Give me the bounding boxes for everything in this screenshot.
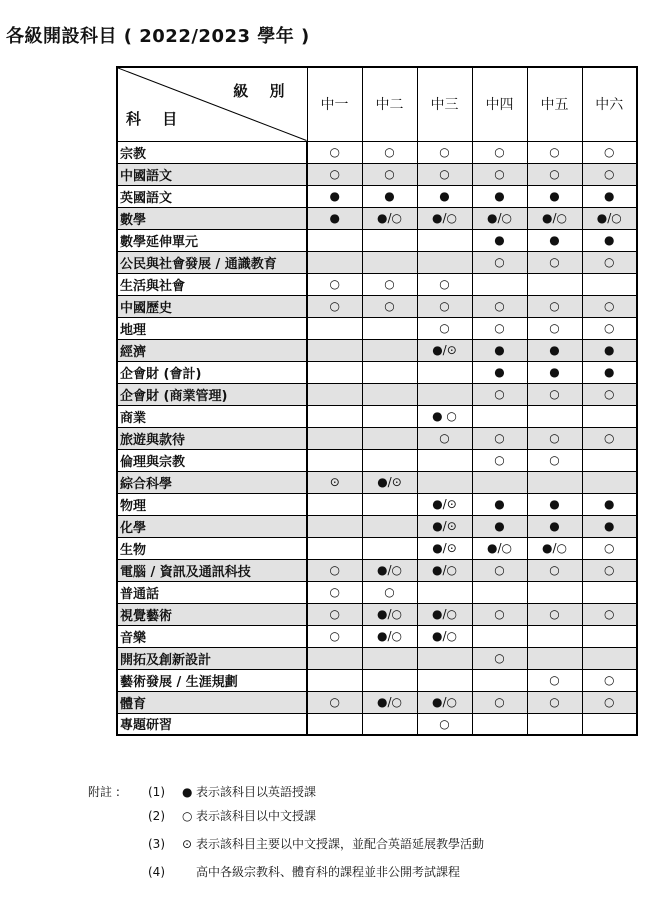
medium-mark-cell: ● [582, 339, 637, 361]
medium-mark-cell: ●/○ [472, 537, 527, 559]
medium-mark-cell: ○ [527, 427, 582, 449]
medium-mark-cell: ● [417, 185, 472, 207]
medium-mark-cell [472, 273, 527, 295]
medium-mark-cell: ○ [527, 251, 582, 273]
medium-mark-cell: ● [362, 185, 417, 207]
table-row [117, 207, 637, 229]
medium-mark-cell: ○ [527, 295, 582, 317]
medium-mark-cell [527, 713, 582, 735]
medium-mark-cell: ● [472, 493, 527, 515]
medium-mark-cell [362, 317, 417, 339]
diagonal-divider [118, 68, 307, 141]
table-row [117, 691, 637, 713]
table-row [117, 625, 637, 647]
medium-mark-cell: ○ [582, 559, 637, 581]
note-number: (2) [148, 809, 165, 823]
subject-name: 經濟 [117, 339, 307, 361]
form-header-s4: 中四 [472, 67, 527, 141]
note-number: (3) [148, 837, 165, 851]
form-header-s2: 中二 [362, 67, 417, 141]
medium-mark-cell: ○ [307, 141, 362, 163]
medium-mark-cell: ○ [417, 141, 472, 163]
table-row [117, 383, 637, 405]
table-row [117, 581, 637, 603]
table-row [117, 427, 637, 449]
medium-mark-cell: ○ [472, 141, 527, 163]
medium-mark-cell [362, 669, 417, 691]
medium-mark-cell [582, 625, 637, 647]
medium-mark-cell: ○ [362, 273, 417, 295]
subject-name: 企會財 (商業管理) [117, 383, 307, 405]
medium-mark-cell: ○ [472, 317, 527, 339]
subject-name: 專題研習 [117, 713, 307, 735]
note-text: 表示該科目以中文授課 [196, 809, 317, 823]
table-row [117, 229, 637, 251]
table-row [117, 339, 637, 361]
medium-mark-cell [307, 493, 362, 515]
medium-mark-cell [417, 251, 472, 273]
medium-mark-cell: ●/○ [362, 603, 417, 625]
table-row [117, 449, 637, 471]
medium-mark-cell: ●/○ [417, 625, 472, 647]
subjects-table [116, 66, 638, 736]
medium-mark-cell: ○ [472, 383, 527, 405]
medium-mark-cell: ● [472, 515, 527, 537]
subject-name: 藝術發展 / 生涯規劃 [117, 669, 307, 691]
medium-mark-cell [362, 383, 417, 405]
medium-mark-cell: ○ [307, 581, 362, 603]
table-row [117, 273, 637, 295]
medium-mark-cell [527, 625, 582, 647]
medium-mark-cell [417, 361, 472, 383]
medium-mark-cell: ○ [362, 163, 417, 185]
medium-mark-cell [307, 339, 362, 361]
subject-name: 英國語文 [117, 185, 307, 207]
medium-mark-cell: ○ [417, 163, 472, 185]
medium-mark-cell: ○ [472, 603, 527, 625]
medium-mark-cell: ●/○ [582, 207, 637, 229]
medium-mark-cell [417, 449, 472, 471]
note-text: 表示該科目以英語授課 [196, 785, 317, 799]
subject-name: 企會財 (會計) [117, 361, 307, 383]
subject-name: 公民與社會發展 / 通識教育 [117, 251, 307, 273]
medium-mark-cell [362, 251, 417, 273]
medium-mark-cell [362, 405, 417, 427]
table-body [117, 141, 637, 735]
table-row [117, 361, 637, 383]
filled-circle-icon: ● [182, 785, 193, 799]
medium-mark-cell: ●/⊙ [417, 537, 472, 559]
subject-name: 商業 [117, 405, 307, 427]
table-row [117, 603, 637, 625]
medium-mark-cell [527, 471, 582, 493]
medium-mark-cell [417, 581, 472, 603]
subject-name: 地理 [117, 317, 307, 339]
medium-mark-cell: ●/○ [362, 691, 417, 713]
medium-mark-cell: ○ [527, 383, 582, 405]
subject-name: 體育 [117, 691, 307, 713]
medium-mark-cell [362, 493, 417, 515]
medium-mark-cell: ● [527, 185, 582, 207]
medium-mark-cell [582, 713, 637, 735]
subject-name: 倫理與宗教 [117, 449, 307, 471]
medium-mark-cell [472, 625, 527, 647]
medium-mark-cell: ●/⊙ [417, 339, 472, 361]
medium-mark-cell [307, 669, 362, 691]
subject-name: 物理 [117, 493, 307, 515]
medium-mark-cell: ○ [307, 603, 362, 625]
subject-name: 旅遊與款待 [117, 427, 307, 449]
medium-mark-cell [417, 647, 472, 669]
medium-mark-cell [472, 471, 527, 493]
medium-mark-cell [582, 581, 637, 603]
medium-mark-cell [582, 405, 637, 427]
form-header-s6: 中六 [582, 67, 637, 141]
medium-mark-cell: ●/○ [362, 559, 417, 581]
medium-mark-cell [527, 405, 582, 427]
medium-mark-cell: ●/○ [417, 691, 472, 713]
medium-mark-cell: ○ [307, 273, 362, 295]
medium-mark-cell: ● [472, 185, 527, 207]
medium-mark-cell: ○ [472, 251, 527, 273]
medium-mark-cell [307, 405, 362, 427]
medium-mark-cell: ○ [527, 449, 582, 471]
medium-mark-cell [307, 713, 362, 735]
table-row [117, 251, 637, 273]
medium-mark-cell: ○ [472, 559, 527, 581]
medium-mark-cell: ○ [417, 273, 472, 295]
header-corner-cell [117, 67, 307, 141]
medium-mark-cell: ● [527, 515, 582, 537]
medium-mark-cell [472, 713, 527, 735]
subject-name: 數學 [117, 207, 307, 229]
medium-mark-cell: ● [582, 361, 637, 383]
subject-name: 中國語文 [117, 163, 307, 185]
table-row [117, 493, 637, 515]
medium-mark-cell [582, 647, 637, 669]
medium-mark-cell: ●/○ [472, 207, 527, 229]
medium-mark-cell: ○ [527, 691, 582, 713]
table-row [117, 405, 637, 427]
medium-mark-cell: ○ [582, 427, 637, 449]
medium-mark-cell [362, 229, 417, 251]
medium-mark-cell: ○ [307, 163, 362, 185]
table-row [117, 295, 637, 317]
medium-mark-cell: ○ [417, 427, 472, 449]
subject-name: 普通話 [117, 581, 307, 603]
subject-name: 音樂 [117, 625, 307, 647]
medium-mark-cell: ● [582, 185, 637, 207]
medium-mark-cell: ○ [472, 449, 527, 471]
subject-name: 綜合科學 [117, 471, 307, 493]
hollow-circle-icon: ○ [182, 809, 193, 823]
medium-mark-cell [362, 647, 417, 669]
medium-mark-cell: ○ [362, 581, 417, 603]
table-header-row [117, 67, 637, 141]
medium-mark-cell: ● [527, 339, 582, 361]
table-row [117, 515, 637, 537]
medium-mark-cell [307, 537, 362, 559]
medium-mark-cell: ○ [417, 295, 472, 317]
medium-mark-cell: ● [472, 361, 527, 383]
table-row [117, 713, 637, 735]
medium-mark-cell: ● [527, 493, 582, 515]
medium-mark-cell: ○ [527, 603, 582, 625]
form-header-s3: 中三 [417, 67, 472, 141]
medium-mark-cell [362, 427, 417, 449]
dotted-circle-icon: ⊙ [182, 837, 193, 851]
medium-mark-cell [307, 383, 362, 405]
subject-name: 數學延伸單元 [117, 229, 307, 251]
medium-mark-cell: ●/○ [417, 603, 472, 625]
note-item [148, 835, 484, 852]
medium-mark-cell: ○ [527, 317, 582, 339]
medium-mark-cell: ○ [417, 713, 472, 735]
medium-mark-cell: ○ [582, 251, 637, 273]
medium-mark-cell [472, 669, 527, 691]
medium-mark-cell: ○ [472, 427, 527, 449]
medium-mark-cell [307, 229, 362, 251]
medium-mark-cell: ●/⊙ [362, 471, 417, 493]
medium-mark-cell: ⊙ [307, 471, 362, 493]
note-text: 高中各級宗教科、體育科的課程並非公開考試課程 [196, 865, 461, 879]
medium-mark-cell: ○ [527, 669, 582, 691]
table-row [117, 185, 637, 207]
medium-mark-cell [417, 471, 472, 493]
medium-mark-cell: ○ [362, 295, 417, 317]
medium-mark-cell [417, 383, 472, 405]
medium-mark-cell [527, 581, 582, 603]
notes-label: 附註 : [88, 785, 120, 799]
medium-mark-cell: ●/○ [362, 207, 417, 229]
subject-name: 宗教 [117, 141, 307, 163]
medium-mark-cell: ○ [582, 537, 637, 559]
medium-mark-cell: ○ [472, 163, 527, 185]
medium-mark-cell: ○ [472, 647, 527, 669]
medium-mark-cell [307, 251, 362, 273]
note-number: (4) [148, 865, 165, 879]
form-level-label: 級 別 [233, 82, 293, 100]
table-row [117, 471, 637, 493]
table-row [117, 141, 637, 163]
medium-mark-cell [307, 515, 362, 537]
subject-name: 中國歷史 [117, 295, 307, 317]
subject-name: 生物 [117, 537, 307, 559]
page-title: 各級開設科目 ( 2022/2023 學年 ) [6, 26, 310, 47]
medium-mark-cell: ●/○ [527, 537, 582, 559]
medium-mark-cell [582, 273, 637, 295]
note-number: (1) [148, 785, 165, 799]
note-text: 表示該科目主要以中文授課，並配合英語延展教學活動 [196, 837, 485, 851]
subject-label: 科 目 [126, 109, 186, 128]
medium-mark-cell: ○ [527, 559, 582, 581]
medium-mark-cell [527, 647, 582, 669]
medium-mark-cell: ● [472, 339, 527, 361]
medium-mark-cell: ●/○ [362, 625, 417, 647]
medium-mark-cell [417, 229, 472, 251]
medium-mark-cell: ○ [582, 669, 637, 691]
medium-mark-cell: ● [582, 229, 637, 251]
medium-mark-cell: ●/○ [527, 207, 582, 229]
medium-mark-cell: ●/○ [417, 207, 472, 229]
table-row [117, 647, 637, 669]
medium-mark-cell: ●/○ [417, 559, 472, 581]
medium-mark-cell: ○ [307, 691, 362, 713]
table-row [117, 317, 637, 339]
medium-mark-cell [582, 471, 637, 493]
table-row [117, 669, 637, 691]
medium-mark-cell: ● [582, 515, 637, 537]
table-row [117, 163, 637, 185]
medium-mark-cell: ●/⊙ [417, 493, 472, 515]
medium-mark-cell: ● ○ [417, 405, 472, 427]
medium-mark-cell [362, 515, 417, 537]
subject-name: 開拓及創新設計 [117, 647, 307, 669]
medium-mark-cell [417, 669, 472, 691]
medium-mark-cell [307, 427, 362, 449]
medium-mark-cell: ○ [582, 141, 637, 163]
note-item [148, 863, 460, 880]
medium-mark-cell: ○ [582, 295, 637, 317]
medium-mark-cell: ○ [582, 383, 637, 405]
medium-mark-cell: ○ [362, 141, 417, 163]
medium-mark-cell: ○ [527, 163, 582, 185]
medium-mark-cell [472, 581, 527, 603]
medium-mark-cell [362, 713, 417, 735]
medium-mark-cell: ● [472, 229, 527, 251]
medium-mark-cell: ● [307, 207, 362, 229]
medium-mark-cell [362, 537, 417, 559]
table-row [117, 559, 637, 581]
medium-mark-cell [307, 449, 362, 471]
medium-mark-cell [362, 449, 417, 471]
subject-name: 生活與社會 [117, 273, 307, 295]
medium-mark-cell: ● [527, 229, 582, 251]
medium-mark-cell: ●/⊙ [417, 515, 472, 537]
medium-mark-cell: ○ [582, 317, 637, 339]
medium-mark-cell: ○ [582, 603, 637, 625]
medium-mark-cell [307, 647, 362, 669]
medium-mark-cell: ○ [472, 691, 527, 713]
medium-mark-cell [307, 317, 362, 339]
medium-mark-cell: ● [307, 185, 362, 207]
medium-mark-cell [362, 339, 417, 361]
medium-mark-cell: ○ [582, 691, 637, 713]
medium-mark-cell [307, 361, 362, 383]
medium-mark-cell: ● [582, 493, 637, 515]
medium-mark-cell: ○ [417, 317, 472, 339]
form-header-s1: 中一 [307, 67, 362, 141]
medium-mark-cell [527, 273, 582, 295]
medium-mark-cell: ○ [307, 625, 362, 647]
medium-mark-cell: ○ [527, 141, 582, 163]
medium-mark-cell: ○ [582, 163, 637, 185]
medium-mark-cell: ○ [472, 295, 527, 317]
subject-name: 視覺藝術 [117, 603, 307, 625]
medium-mark-cell: ○ [307, 559, 362, 581]
table-row [117, 537, 637, 559]
medium-mark-cell [472, 405, 527, 427]
note-item [148, 783, 316, 800]
medium-mark-cell [582, 449, 637, 471]
subject-name: 化學 [117, 515, 307, 537]
form-header-s5: 中五 [527, 67, 582, 141]
medium-mark-cell [362, 361, 417, 383]
subject-name: 電腦 / 資訊及通訊科技 [117, 559, 307, 581]
medium-mark-cell: ● [527, 361, 582, 383]
medium-mark-cell: ○ [307, 295, 362, 317]
note-item [148, 807, 316, 824]
